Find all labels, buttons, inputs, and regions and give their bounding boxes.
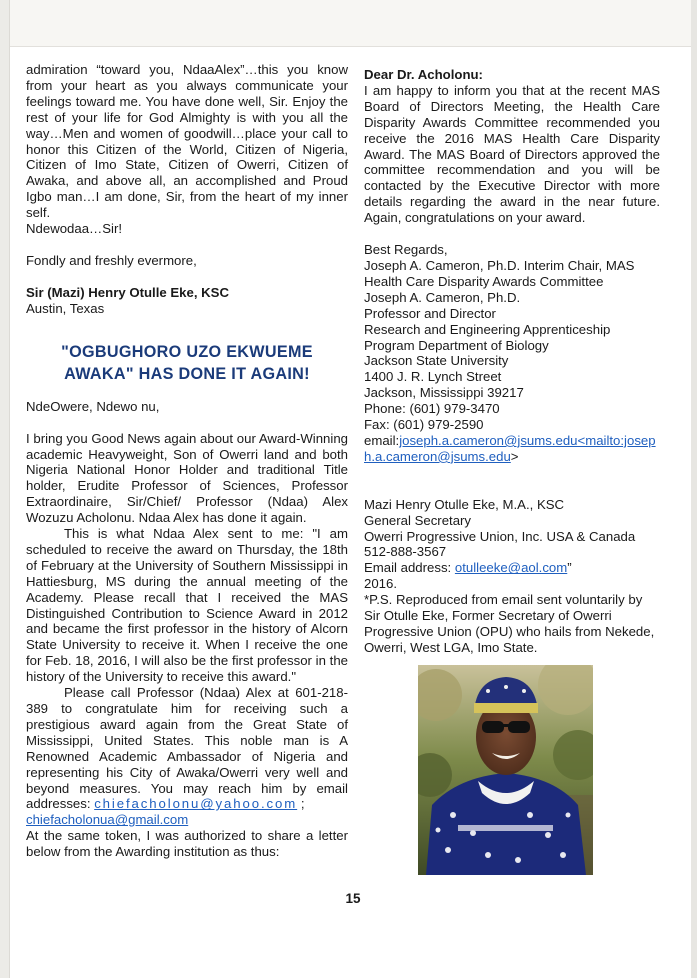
page-number: 15 <box>345 891 361 906</box>
signature-line: Phone: (601) 979-3470 <box>364 401 500 417</box>
signature-line: Jackson State University <box>364 353 509 369</box>
right-column <box>364 67 660 656</box>
letter-continuation: admiration “toward you, NdaaAlex”…this you know from your heart as you always communicate your feelings toward me. You have done well, Sir. Enjoy the rest of your life for God Almighty is with you all the way…Men and women of goodwill…place your call to honor this Citizen of the World, Citizen of Nigeria, Citizen of Imo State, Citizen of Owerri, Citizen of Awaka, and above all, an accomplished and Proud Igbo man…I am done, Sir, from the heart of my inner self. <box>26 62 348 221</box>
signature-line: Fax: (601) 979-2590 <box>364 417 484 433</box>
email-label: email: <box>364 432 400 448</box>
signature-line: Professor and Director <box>364 305 496 321</box>
sender-line: Mazi Henry Otulle Eke, M.A., KSC <box>364 496 565 512</box>
sender-email-line <box>364 560 660 576</box>
article-paragraph-4: At the same token, I was authorized to share a letter below from the Awarding institution as thus: <box>26 828 348 860</box>
article-paragraph-2: This is what Ndaa Alex sent to me: "I am scheduled to receive the award on Thursday, the 18th of February at the University of Southern Mississippi in Hattiesburg, MS during the annual meeting of the Academy. Please recall that I received the MAS Distinguished Contribution to Science Award in 2012 and became the first professor in the history of Alcorn State University to receive it. When I receive the one for Feb. 18, 2016, I will also be the first professor in the history of the University to receive this award." <box>26 526 348 685</box>
email-link-gmail[interactable]: chiefacholonua@gmail.com <box>26 812 189 828</box>
signature-location: Austin, Texas <box>26 300 105 316</box>
email-link-yahoo[interactable]: chiefacholonu@yahoo.com <box>94 796 298 812</box>
mailto-close: > <box>510 448 519 464</box>
scan-binding-edge <box>0 0 10 978</box>
mailto-link-cameron[interactable]: <mailto:joseph.a.cameron@jsums.edu <box>364 432 656 464</box>
email-separator: ; <box>300 796 305 812</box>
ndewodaa-line: Ndewodaa…Sir! <box>26 221 123 237</box>
cameron-email-line <box>364 433 660 465</box>
paragraph-3-text: Please call Professor (Ndaa) Alex at 601-218-389 to congratulate him for receiving such a prestigious award again from the Great State of Mississippi, United States. This noble man is A Renowned Academic Ambassador of Nigeria and representing his City of Awaka/Owerri very well and beyond measures. You may reach him by email addresses: <box>26 685 348 812</box>
signature-line: 1400 J. R. Lynch Street <box>364 369 502 385</box>
email-link-cameron[interactable]: joseph.a.cameron@jsums.edu <box>399 432 578 448</box>
left-column <box>26 62 348 860</box>
letter-body: I am happy to inform you that at the recent MAS Board of Directors Meeting, the Health Care Disparity Awards Committee recommended you receive the 2016 MAS Health Care Disparity Award. The MAS Board of Directors approved the committee recommendation and you will be contacted by the Executive Director with more details regarding the award in the near future. Again, congratulations on your award. <box>364 82 660 226</box>
letter-salutation: Dear Dr. Acholonu: <box>364 67 483 82</box>
sender-block <box>364 497 660 656</box>
sender-email-close: ” <box>567 560 572 576</box>
sender-line: 512-888-3567 <box>364 544 447 560</box>
sender-line: General Secretary <box>364 512 472 528</box>
closing-line: Fondly and freshly evermore, <box>26 252 197 268</box>
postscript: *P.S. Reproduced from email sent voluntarily by Sir Otulle Eke, Former Secretary of Owerri Progressive Union (OPU) who hails from Nekede, Owerri, West LGA, Imo State. <box>364 592 655 655</box>
signature-line: Jackson, Mississippi 39217 <box>364 385 524 401</box>
signature-line: Joseph A. Cameron, Ph.D. Interim Chair, MAS <box>364 257 635 273</box>
sender-line: Owerri Progressive Union, Inc. USA & Canada <box>364 528 636 544</box>
signature-name: Sir (Mazi) Henry Otulle Eke, KSC <box>26 284 229 300</box>
portrait-photo <box>418 665 593 875</box>
scan-top-margin <box>0 0 697 47</box>
article-paragraph-3 <box>26 685 348 812</box>
article-greeting: NdeOwere, Ndewo nu, <box>26 398 160 414</box>
sender-year: 2016. <box>364 576 398 592</box>
cameron-signature-block <box>364 258 660 433</box>
signature-line: Health Care Disparity Awards Committee <box>364 273 604 289</box>
headline-line-2: AWAKA" HAS DONE IT AGAIN! <box>64 364 310 383</box>
email-link-otulleeke[interactable]: otulleeke@aol.com <box>454 560 568 576</box>
signature-line: Research and Engineering Apprenticeship <box>364 321 611 337</box>
scan-right-edge <box>691 0 697 978</box>
headline-line-1: "OGBUGHORO UZO EKWUEME <box>61 342 313 361</box>
article-paragraph-1: I bring you Good News again about our Award-Winning academic Heavyweight, Son of Owerri land and both Nigeria National Honor Holder and traditional Title holder, Erudite Professor of Sciences, Professor Extraordinaire, Sir/Chief/ Professor (Ndaa) Alex Wozuzu Acholonu. Ndaa Alex has done it again. <box>26 430 348 526</box>
article-headline <box>26 341 348 385</box>
signature-line: Program Department of Biology <box>364 337 549 353</box>
signature-line: Joseph A. Cameron, Ph.D. <box>364 289 521 305</box>
letter-regards: Best Regards, <box>364 242 448 258</box>
sender-email-label: Email address: <box>364 560 455 576</box>
